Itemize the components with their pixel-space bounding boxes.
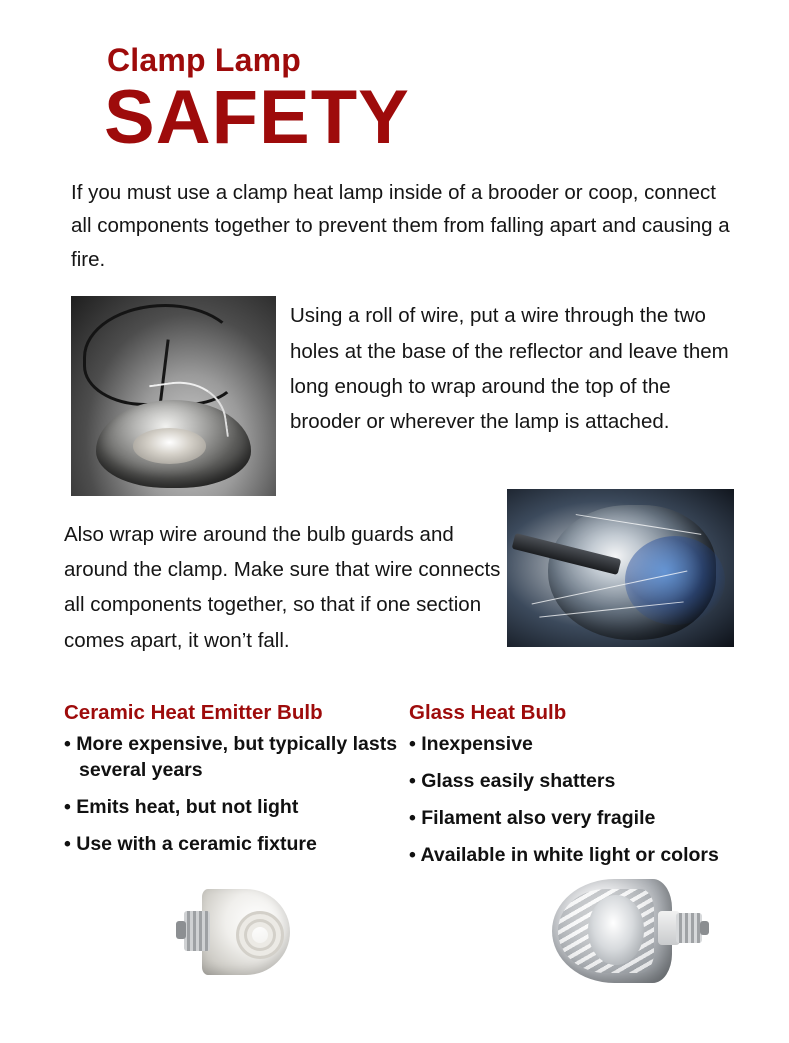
- ceramic-bullet-list: [64, 731, 409, 858]
- ceramic-bulb-coil: [236, 911, 284, 959]
- intro-paragraph: If you must use a clamp heat lamp inside of a brooder or coop, connect all components together to prevent them from falling apart and causing a fire.: [71, 181, 730, 271]
- ceramic-column: [64, 701, 409, 880]
- ceramic-heading: Ceramic Heat Emitter Bulb: [64, 700, 323, 724]
- reflector-wire-photo: [71, 296, 276, 496]
- list-item: • Available in white light or colors: [409, 842, 769, 868]
- ceramic-bulb-icon: [184, 883, 296, 995]
- glass-bullet-list: [409, 731, 769, 869]
- list-item: • Emits heat, but not light: [64, 794, 409, 820]
- glass-bulb-tip: [700, 921, 709, 935]
- glass-heading: Glass Heat Bulb: [409, 700, 567, 724]
- section-wire-paragraph: Using a roll of wire, put a wire through the two holes at the base of the reflector and leave them long enough to wrap around the top of the brooder or wherever the lamp is attached.: [290, 304, 729, 434]
- ceramic-bulb-screw-base: [184, 911, 210, 951]
- section-guards: [62, 517, 734, 673]
- bulb-illustrations: [62, 883, 734, 1043]
- list-item: • Inexpensive: [409, 731, 769, 757]
- section-guards-paragraph: Also wrap wire around the bulb guards and around the clamp. Make sure that wire connects all components together, so that if one section comes apart, it won’t fall.: [64, 522, 501, 652]
- bulb-guard-clamp-photo: [507, 489, 734, 647]
- list-item: • More expensive, but typically lasts several years: [64, 731, 409, 783]
- ceramic-bulb-tip: [176, 921, 186, 939]
- glass-bulb-icon: [552, 869, 712, 999]
- page-title-line2: SAFETY: [104, 75, 410, 160]
- glass-bulb-screw-base: [676, 913, 702, 943]
- glass-column: [409, 701, 769, 880]
- list-item: • Glass easily shatters: [409, 768, 769, 794]
- glass-bulb-face: [588, 895, 644, 965]
- list-item: • Filament also very fragile: [409, 805, 769, 831]
- list-item: • Use with a ceramic fixture: [64, 831, 409, 857]
- section-wire: [62, 296, 734, 496]
- bulb-comparison-columns: [62, 701, 734, 880]
- page-title-line1: Clamp Lamp: [107, 42, 302, 78]
